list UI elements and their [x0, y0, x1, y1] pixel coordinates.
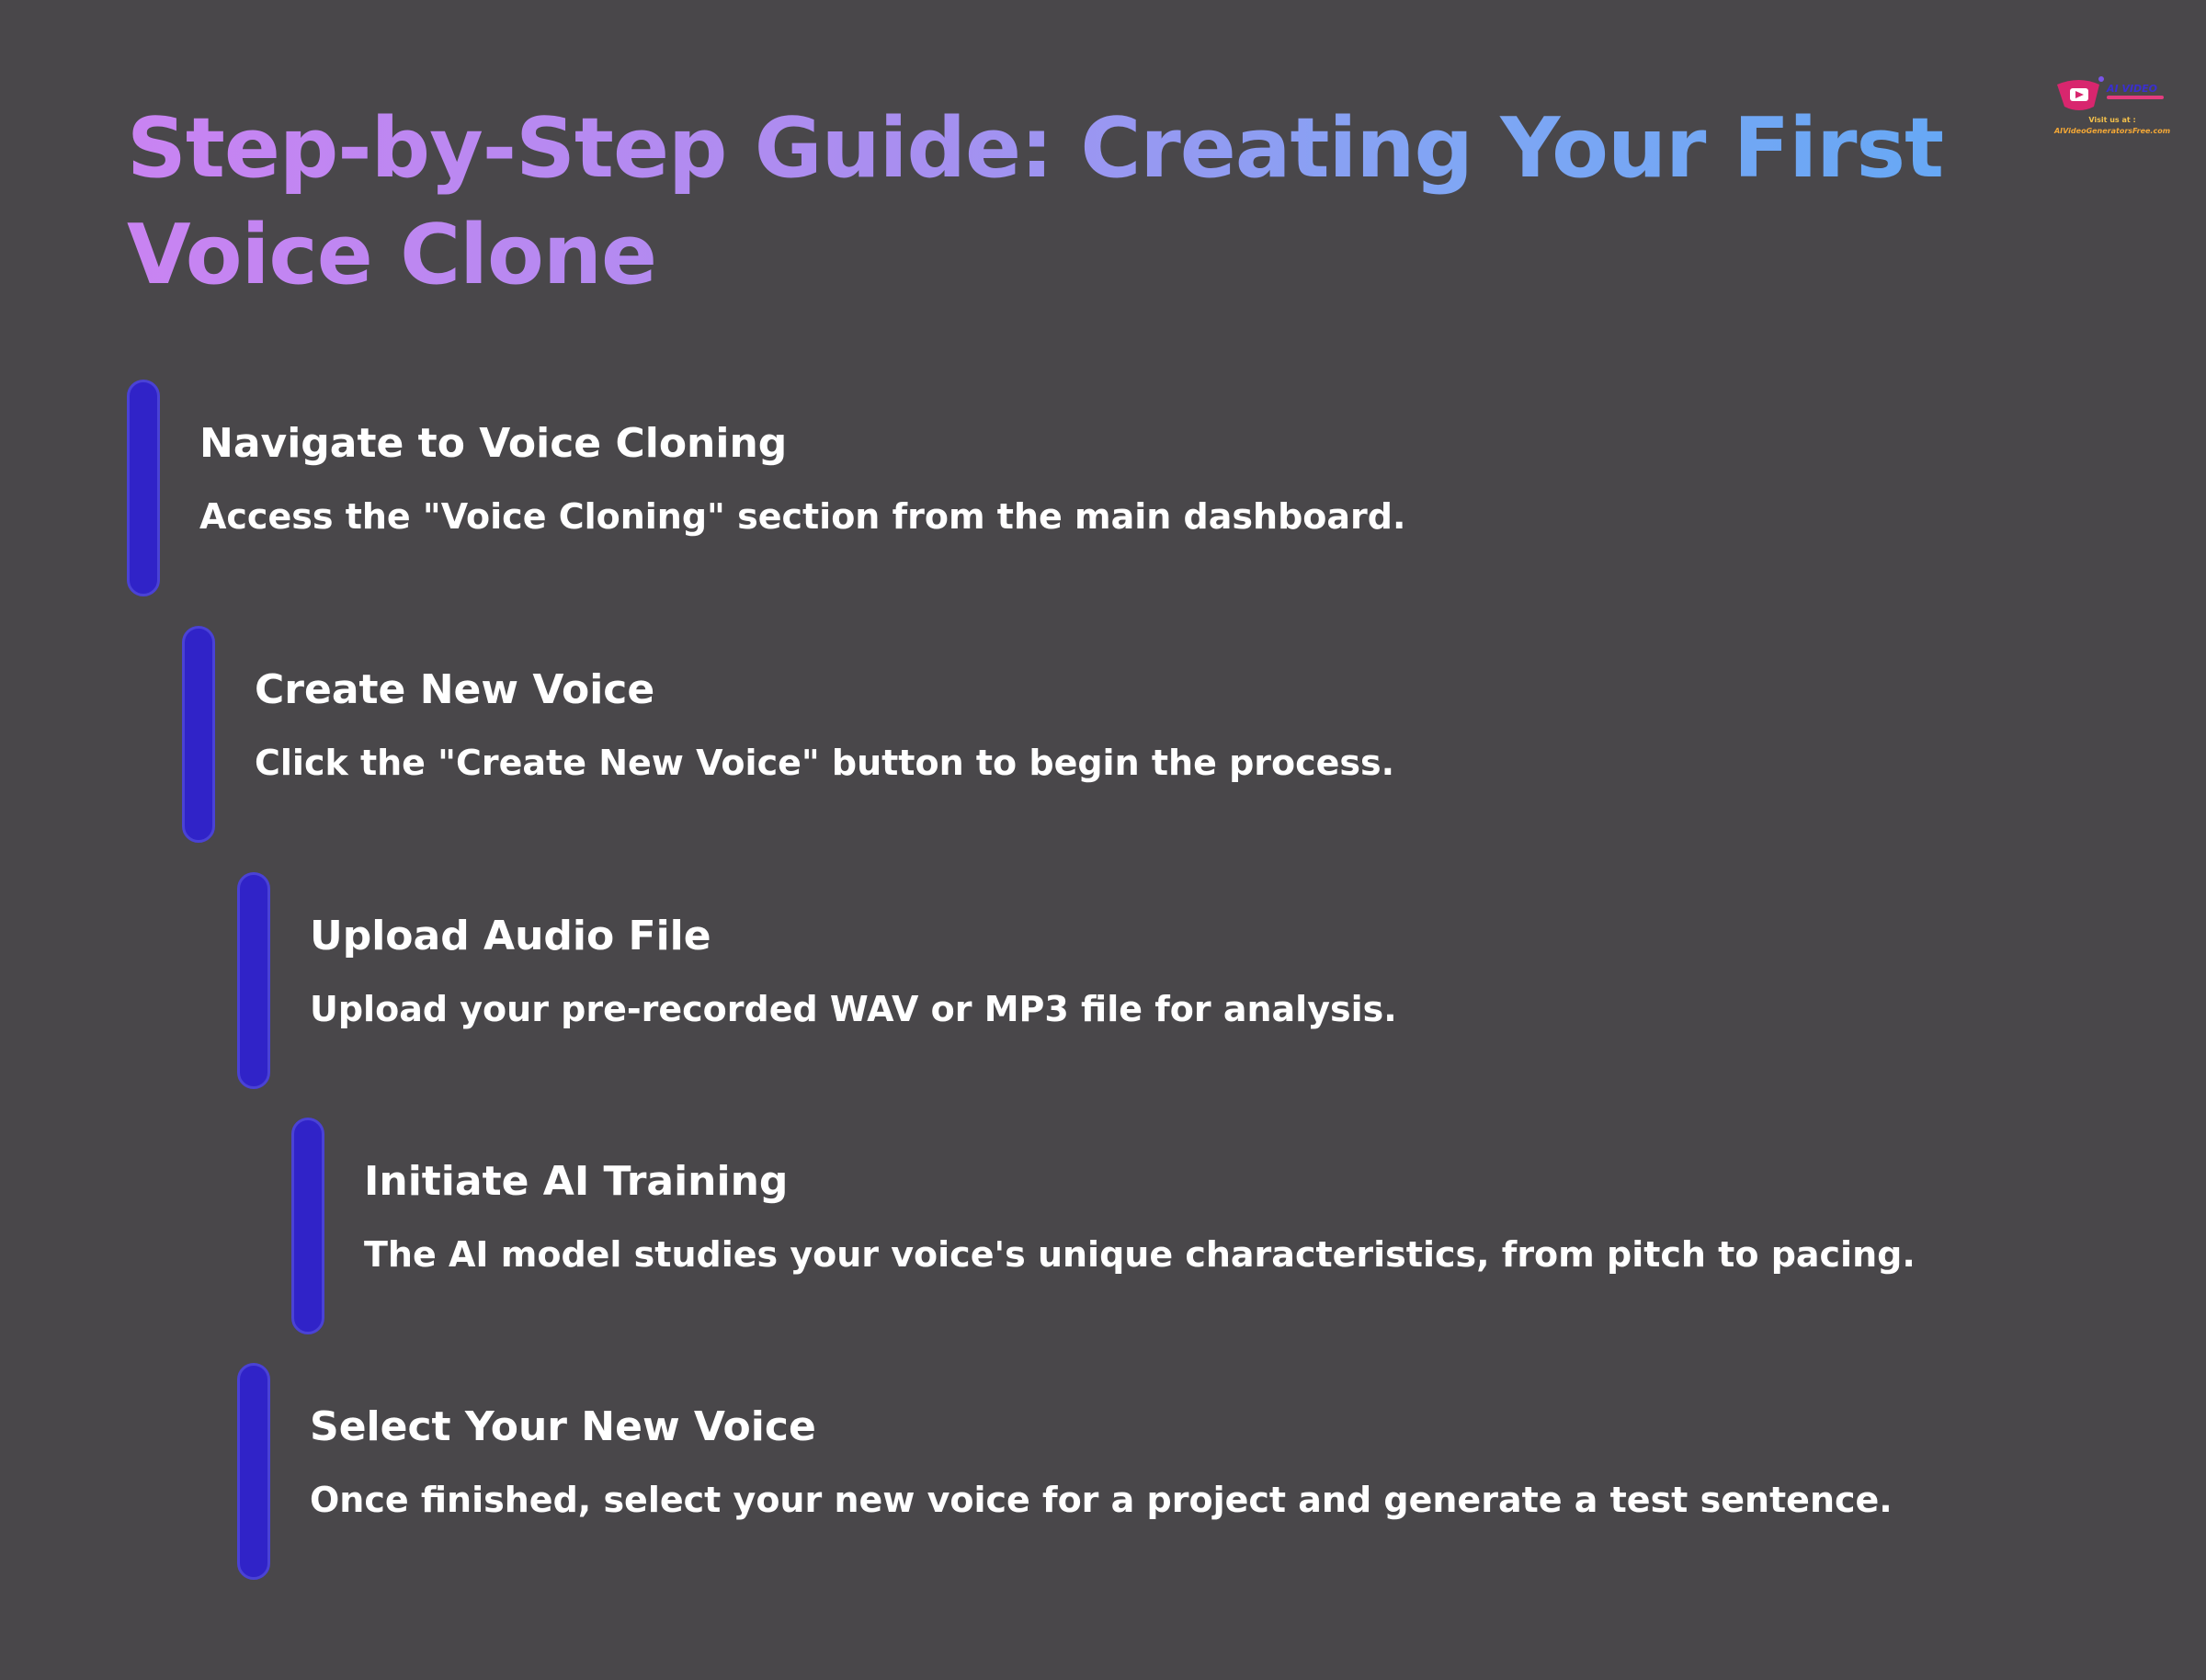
- step-title: Select Your New Voice: [310, 1403, 816, 1450]
- step-4: [291, 1118, 2185, 1338]
- step-indicator-bar: [237, 872, 270, 1089]
- video-play-icon: [2052, 74, 2107, 118]
- step-description: Upload your pre-recorded WAV or MP3 file for analysis.: [310, 989, 1397, 1029]
- step-1: [127, 380, 2057, 600]
- step-description: The AI model studies your voice's unique characteristics, from pitch to pacing.: [364, 1234, 1916, 1275]
- step-2: [182, 626, 2057, 846]
- step-title: Initiate AI Training: [364, 1158, 789, 1205]
- step-3: [237, 872, 2057, 1093]
- step-5: [237, 1363, 2167, 1584]
- step-indicator-bar: [127, 380, 160, 596]
- step-title: Upload Audio File: [310, 913, 711, 959]
- step-indicator-bar: [237, 1363, 270, 1580]
- logo-underline: [2107, 96, 2164, 99]
- brand-logo[interactable]: [2048, 66, 2177, 142]
- page-title: Step-by-Step Guide: Creating Your First Voice Clone: [127, 96, 2039, 309]
- step-description: Once finished, select your new voice for a project and generate a test sentence.: [310, 1480, 1893, 1520]
- step-description: Access the "Voice Cloning" section from the main dashboard.: [199, 496, 1406, 537]
- logo-visit-label: Visit us at :: [2088, 116, 2136, 124]
- logo-text: AI VIDEO: [2107, 83, 2158, 95]
- step-title: Create New Voice: [255, 666, 655, 713]
- step-title: Navigate to Voice Cloning: [199, 420, 788, 467]
- step-indicator-bar: [182, 626, 215, 843]
- step-indicator-bar: [291, 1118, 324, 1334]
- step-description: Click the "Create New Voice" button to begin the process.: [255, 743, 1395, 783]
- logo-url[interactable]: AIVideoGeneratorsFree.com: [2053, 127, 2171, 135]
